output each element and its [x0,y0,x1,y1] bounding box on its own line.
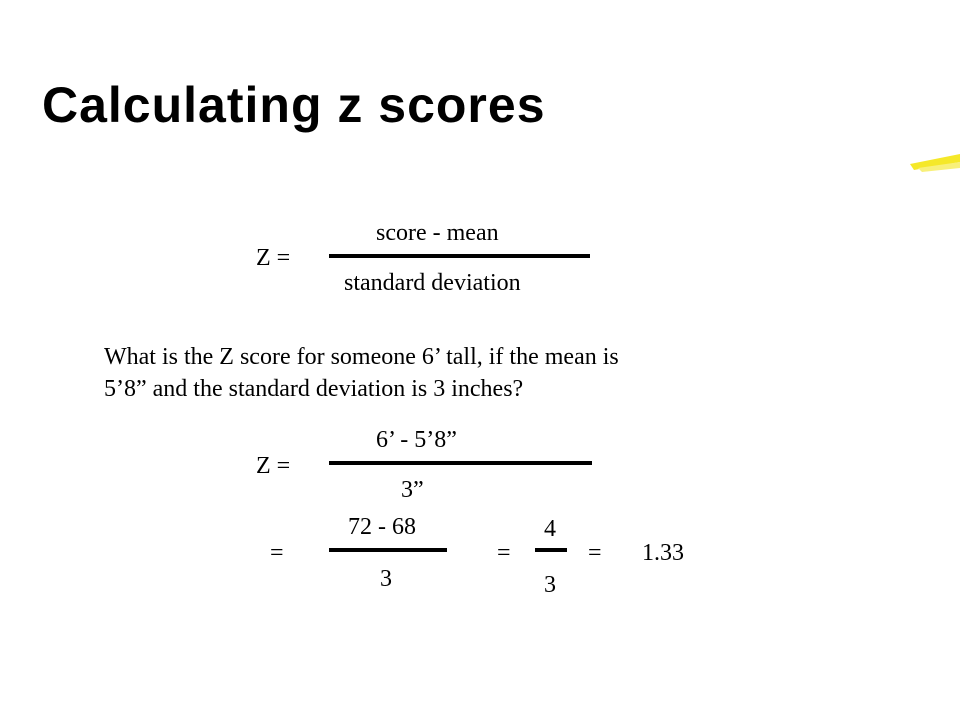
step-denominator-1: 3 [380,566,392,592]
example-lhs: Z = [256,453,291,479]
accent-streak-icon [908,150,960,180]
step-equals-3: = [588,540,602,566]
step-fraction-bar-2 [535,548,567,552]
step-fraction-bar-1 [329,548,447,552]
formula-lhs: Z = [256,245,291,271]
question-line-2: 5’8” and the standard deviation is 3 inches? [104,376,524,402]
example-numerator: 6’ - 5’8” [376,427,457,453]
example-fraction-bar [329,461,592,465]
step-result: 1.33 [642,540,684,566]
formula-numerator: score - mean [376,220,499,246]
step-equals-2: = [497,540,511,566]
step-numerator-2: 4 [544,516,556,542]
formula-denominator: standard deviation [344,270,521,296]
slide-title: Calculating z scores [42,77,546,133]
question-text [104,341,619,405]
example-denominator: 3” [401,477,424,503]
step-denominator-2: 3 [544,572,556,598]
step-equals-1: = [270,540,284,566]
step-numerator-1: 72 - 68 [348,514,416,540]
formula-fraction-bar [329,254,590,258]
question-line-1: What is the Z score for someone 6’ tall, if the mean is [104,344,619,370]
